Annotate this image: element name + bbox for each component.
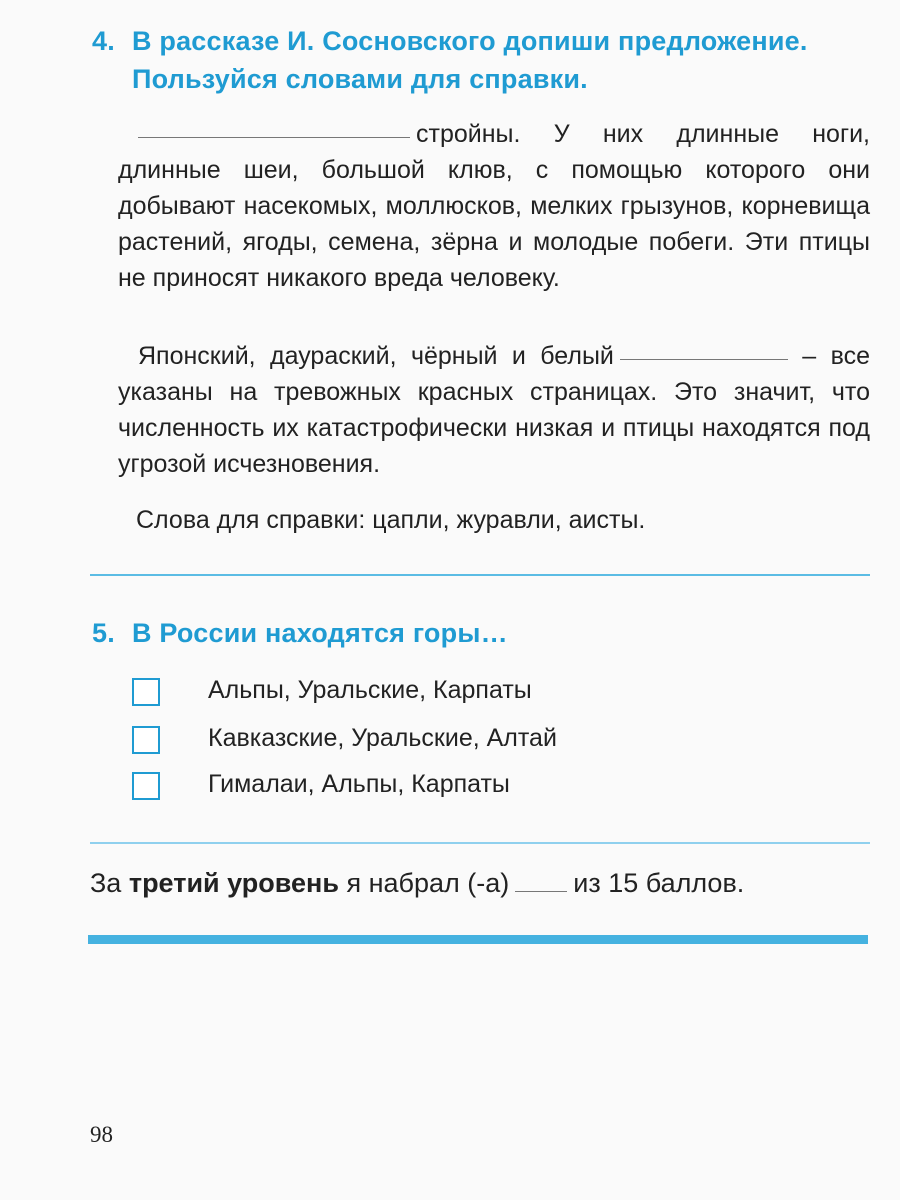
- reference-words: Слова для справки: цапли, журавли, аисты.: [136, 506, 646, 534]
- task-4-title-line-2: Пользуйся словами для справки.: [132, 64, 588, 94]
- paragraph-2-end: – все указаны на тревожных красных страницах. Это значит, что численность их катастрофически низкая и птицы находятся под угрозой исчезновения.: [118, 342, 870, 478]
- score-suffix: из 15 баллов.: [573, 868, 745, 898]
- option-label-1: Альпы, Уральские, Карпаты: [208, 676, 532, 704]
- divider: [90, 842, 870, 844]
- score-middle: я набрал (-а): [346, 868, 510, 898]
- task-5-number: 5.: [92, 618, 115, 648]
- divider: [90, 574, 870, 576]
- task-4-number: 4.: [92, 26, 115, 56]
- score-line: [90, 868, 870, 899]
- option-checkbox-2[interactable]: [132, 726, 160, 754]
- section-divider: [88, 935, 868, 944]
- task-5-title: [92, 618, 508, 649]
- score-blank[interactable]: [515, 891, 567, 892]
- task-4-paragraph-1: [118, 116, 870, 296]
- task-5-question: В России находятся горы…: [132, 618, 508, 648]
- task-4-paragraph-2: [118, 338, 870, 482]
- paragraph-2-start: Японский, даураский, чёрный и белый: [138, 342, 614, 370]
- score-prefix: За: [90, 868, 122, 898]
- task-4-title: [92, 26, 808, 57]
- option-checkbox-3[interactable]: [132, 772, 160, 800]
- option-checkbox-1[interactable]: [132, 678, 160, 706]
- task-4-title-line-1: В рассказе И. Сосновского допиши предложение.: [132, 26, 808, 56]
- page-number: 98: [90, 1122, 113, 1147]
- option-label-3: Гималаи, Альпы, Карпаты: [208, 770, 510, 798]
- paragraph-1-text: стройны. У них длинные ноги, длинные шеи, большой клюв, с помощью которого они добывают насекомых, моллюсков, мелких грызунов, корневища растений, ягоды, семена, зёрна и молодые побеги. Эти птицы не приносят никакого вреда человеку.: [118, 120, 870, 292]
- score-level: третий уровень: [128, 868, 339, 898]
- answer-blank-2[interactable]: [620, 359, 788, 360]
- answer-blank-1[interactable]: [138, 137, 410, 138]
- option-label-2: Кавказские, Уральские, Алтай: [208, 724, 557, 752]
